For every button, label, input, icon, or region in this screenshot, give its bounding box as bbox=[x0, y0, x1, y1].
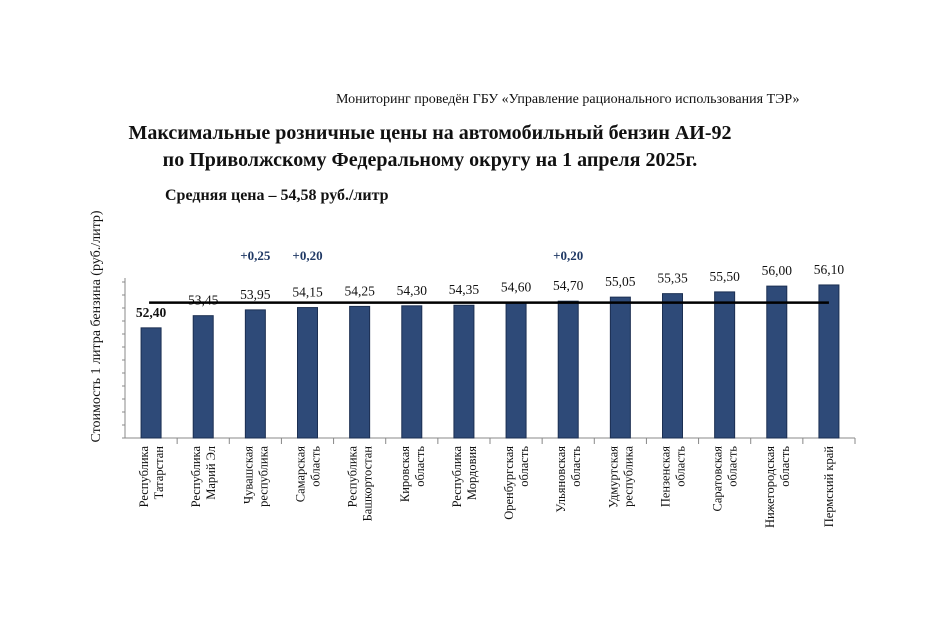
bar-value-label: 55,05 bbox=[605, 274, 636, 290]
x-tick-label: Удмуртскаяреспублика bbox=[606, 446, 636, 509]
x-tick-label: Самарскаяобласть bbox=[293, 446, 323, 503]
bar bbox=[245, 310, 265, 438]
bar-value-label: 54,60 bbox=[500, 279, 532, 295]
x-tick-label: Чувашскаяреспублика bbox=[241, 446, 271, 507]
bar-value-label: 54,30 bbox=[396, 282, 427, 298]
bar-value-label: 55,35 bbox=[657, 270, 688, 286]
x-tick-label: РеспубликаБашкортостан bbox=[345, 446, 375, 522]
x-tick-label: Пензенскаяобласть bbox=[658, 446, 688, 508]
bar bbox=[663, 294, 683, 438]
y-axis-label: Стоимость 1 литра бензина (руб./литр) bbox=[89, 210, 104, 443]
bar-value-label: 56,00 bbox=[761, 263, 792, 279]
bar-value-label: 53,95 bbox=[240, 286, 271, 302]
bar-value-label: 54,70 bbox=[553, 278, 584, 294]
bar-value-label: 52,40 bbox=[135, 304, 167, 320]
bar bbox=[819, 285, 839, 438]
bar-value-label: 55,50 bbox=[709, 268, 740, 284]
x-tick-label: Ульяновскаяобласть bbox=[554, 446, 584, 513]
x-tick-label: Нижегородскаяобласть bbox=[762, 446, 792, 529]
monitoring-note: Мониторинг проведён ГБУ «Управление рационального использования ТЭР» bbox=[336, 92, 800, 107]
bar bbox=[506, 302, 526, 438]
x-tick-label: Кировскаяобласть bbox=[397, 446, 427, 503]
bar-value-label: 56,10 bbox=[813, 261, 845, 277]
bar bbox=[610, 297, 630, 438]
bar bbox=[141, 328, 161, 438]
bar bbox=[454, 305, 474, 438]
bar-value-label: 54,15 bbox=[292, 284, 323, 300]
x-tick-label: РеспубликаМарий Эл bbox=[189, 446, 219, 508]
chart-title-line-1: Максимальные розничные цены на автомобильный бензин АИ-92 bbox=[128, 122, 732, 144]
x-tick-label: РеспубликаТатарстан bbox=[137, 446, 167, 508]
bar bbox=[298, 308, 318, 438]
bar bbox=[350, 306, 370, 438]
price-change-label: +0,20 bbox=[553, 248, 584, 263]
bar-value-label: 54,25 bbox=[344, 283, 375, 299]
bar bbox=[767, 286, 787, 438]
x-tick-label: Саратовскаяобласть bbox=[710, 446, 740, 512]
bar bbox=[193, 316, 213, 438]
bar bbox=[715, 292, 735, 438]
bar bbox=[558, 301, 578, 438]
price-change-label: +0,25 bbox=[240, 248, 271, 263]
bar-value-label: 54,35 bbox=[448, 282, 480, 298]
x-tick-label: Оренбургскаяобласть bbox=[502, 446, 532, 520]
average-price-label: Средняя цена – 54,58 руб./литр bbox=[165, 187, 389, 204]
x-tick-label: РеспубликаМордовия bbox=[449, 446, 479, 508]
bar bbox=[402, 306, 422, 438]
bar-value-label: 53,45 bbox=[188, 292, 219, 308]
price-change-label: +0,20 bbox=[292, 248, 323, 263]
chart-title-line-2: по Приволжскому Федеральному округу на 1 апреля 2025г. bbox=[162, 149, 698, 171]
x-tick-label: Пермский край bbox=[821, 446, 836, 528]
